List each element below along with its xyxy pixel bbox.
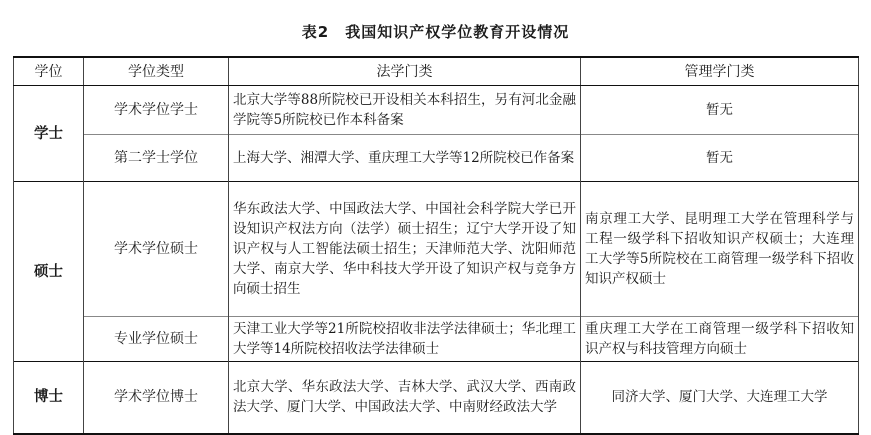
table-row <box>14 182 859 317</box>
law-cell: 天津工业大学等21所院校招收非法学法律硕士；华北理工大学等14所院校招收法学法律硕士 <box>229 317 581 362</box>
type-cell: 专业学位硕士 <box>84 317 229 362</box>
table-row <box>14 317 859 362</box>
header-law: 法学门类 <box>229 57 581 86</box>
table-row <box>14 362 859 434</box>
management-cell: 暂无 <box>581 86 859 135</box>
management-cell: 重庆理工大学在工商管理一级学科下招收知识产权与科技管理方向硕士 <box>581 317 859 362</box>
header-degree: 学位 <box>14 57 84 86</box>
type-cell: 第二学士学位 <box>84 135 229 182</box>
table-row <box>14 86 859 135</box>
management-cell: 同济大学、厦门大学、大连理工大学 <box>581 362 859 434</box>
header-degree-type: 学位类型 <box>84 57 229 86</box>
law-cell: 华东政法大学、中国政法大学、中国社会科学院大学已开设知识产权法方向（法学）硕士招生；辽宁大学开设了知识产权与人工智能法硕士招生；天津师范大学、沈阳师范大学、南京大学、华中科技大学开设了知识产权与竞争方向硕士招生 <box>229 182 581 317</box>
degree-cell-bachelor: 学士 <box>14 86 84 182</box>
law-cell: 北京大学等88所院校已开设相关本科招生，另有河北金融学院等5所院校已作本科备案 <box>229 86 581 135</box>
degree-cell-master: 硕士 <box>14 182 84 362</box>
degree-table <box>13 56 859 435</box>
law-cell: 北京大学、华东政法大学、吉林大学、武汉大学、西南政法大学、厦门大学、中国政法大学、中南财经政法大学 <box>229 362 581 434</box>
management-cell: 南京理工大学、昆明理工大学在管理科学与工程一级学科下招收知识产权硕士；大连理工大学等5所院校在工商管理一级学科下招收知识产权硕士 <box>581 182 859 317</box>
law-cell: 上海大学、湘潭大学、重庆理工大学等12所院校已作备案 <box>229 135 581 182</box>
header-management: 管理学门类 <box>581 57 859 86</box>
type-cell: 学术学位博士 <box>84 362 229 434</box>
type-cell: 学术学位硕士 <box>84 182 229 317</box>
management-cell: 暂无 <box>581 135 859 182</box>
table-title: 表2 我国知识产权学位教育开设情况 <box>301 23 570 41</box>
degree-cell-doctor: 博士 <box>14 362 84 434</box>
table-row <box>14 135 859 182</box>
type-cell: 学术学位学士 <box>84 86 229 135</box>
table-header-row <box>14 57 859 86</box>
